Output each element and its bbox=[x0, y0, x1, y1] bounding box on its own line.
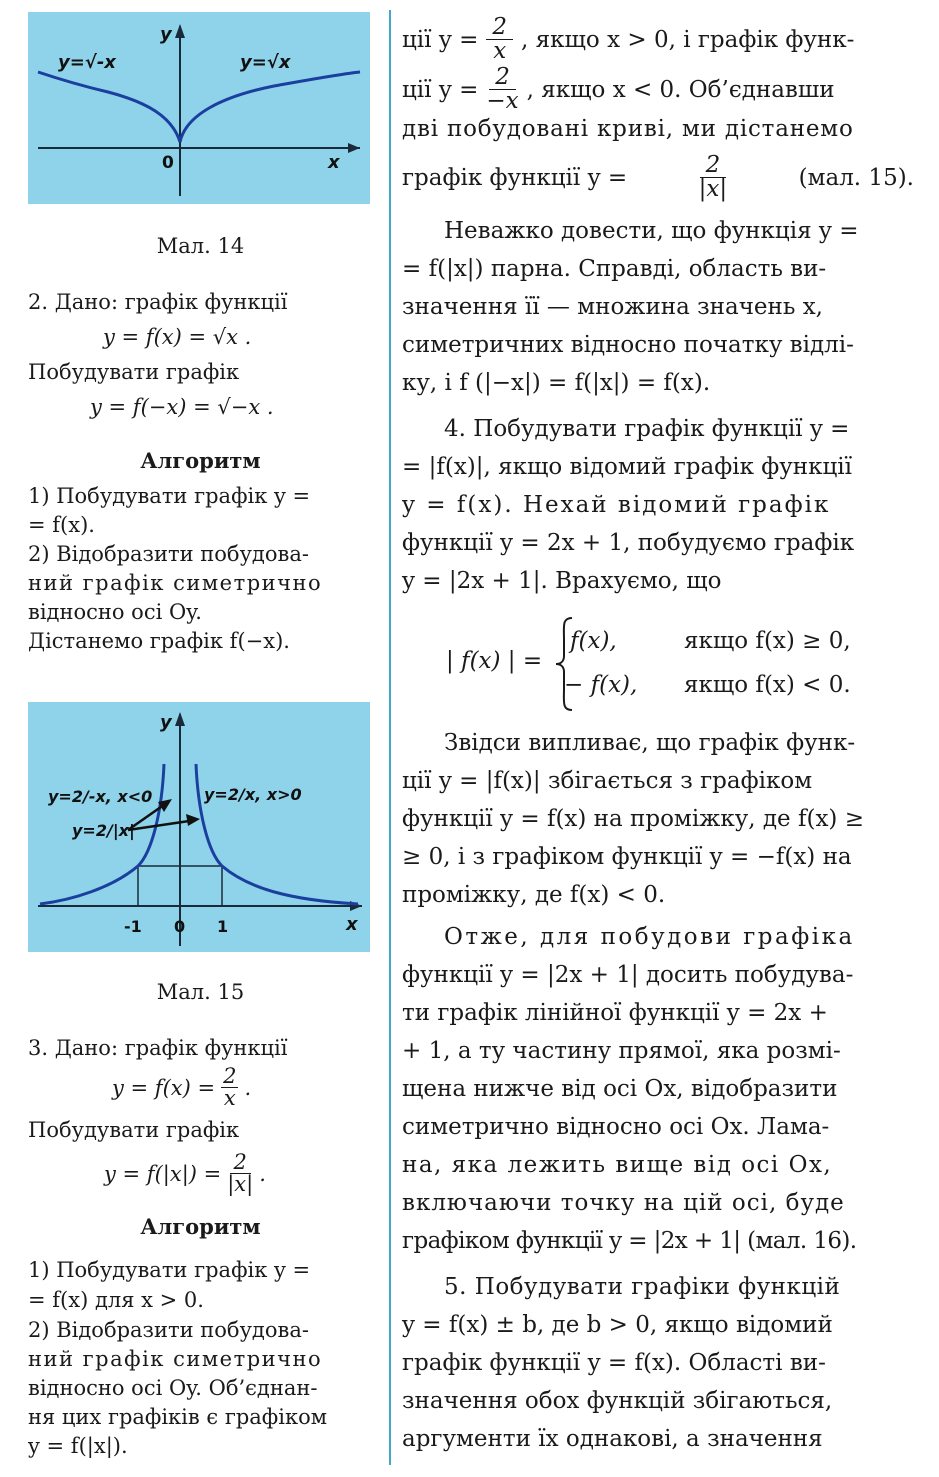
s3-step2d: ня цих графіків є графіком bbox=[28, 1405, 328, 1429]
s3-f1-pre: y = f(x) = bbox=[112, 1075, 216, 1100]
s2-algorithm-title: Алгоритм bbox=[140, 448, 261, 473]
x-axis-arrow bbox=[348, 143, 360, 153]
r-l4-den: |x| bbox=[698, 176, 728, 202]
s2-step1a: 1) Побудувати графік y = bbox=[28, 484, 311, 508]
tick-label-neg1: -1 bbox=[124, 917, 142, 936]
r-p3-l5: y = |2x + 1|. Врахуємо, що bbox=[402, 568, 722, 594]
r-p2-l2: = f(|x|) парна. Справді, область ви- bbox=[402, 256, 827, 282]
s2-step1b: = f(x). bbox=[28, 513, 95, 537]
s3-step2b: ний графік симетрично bbox=[28, 1347, 323, 1371]
r-l2-den: −x bbox=[486, 88, 519, 114]
label-sqrt-x: y=√x bbox=[240, 52, 291, 73]
figure-15-graph bbox=[28, 702, 370, 952]
column-divider bbox=[389, 10, 391, 1465]
origin-label: 0 bbox=[162, 153, 174, 173]
label-sqrt-neg-x: y=√-x bbox=[58, 52, 116, 73]
system-row2-expr: − f(x), bbox=[564, 672, 638, 698]
s2-heading: 2. Дано: графік функції bbox=[28, 290, 288, 314]
y-axis-label: y bbox=[160, 24, 172, 45]
s3-f1-post: . bbox=[244, 1075, 252, 1100]
y-axis-arrow bbox=[175, 24, 185, 38]
s2-build: Побудувати графік bbox=[28, 360, 240, 384]
r-l1-fraction bbox=[486, 16, 513, 63]
s3-algorithm-title: Алгоритм bbox=[140, 1214, 261, 1239]
label-2-over-abs-x: y=2/|x| bbox=[72, 821, 135, 840]
s2-formula-1: y = f(x) = √x . bbox=[103, 325, 252, 349]
curve-sqrt-neg-x bbox=[38, 72, 180, 142]
r-p5-l1: Отже, для побудови графіка bbox=[444, 924, 855, 950]
s3-step1b: = f(x) для x > 0. bbox=[28, 1288, 204, 1312]
r-p3-l2: = |f(x)|, якщо відомий графік функції bbox=[402, 454, 853, 480]
r-p6-l2: y = f(x) ± b, де b > 0, якщо відомий bbox=[402, 1312, 833, 1338]
right-column bbox=[402, 0, 914, 1477]
r-l4-pre: графік функції y = bbox=[402, 164, 628, 191]
pointer-arrowhead-right bbox=[186, 814, 200, 826]
r-p5-l8: включаючи точку на цій осі, буде bbox=[402, 1190, 845, 1216]
system-row1-expr: f(x), bbox=[570, 628, 617, 654]
r-l2-pre: ції y = bbox=[402, 76, 479, 103]
r-p4-l4: ≥ 0, і з графіком функції y = −f(x) на bbox=[402, 844, 852, 870]
s3-f1-fraction bbox=[221, 1066, 238, 1109]
r-p5-l7: на, яка лежить вище від осі Ox, bbox=[402, 1152, 833, 1178]
r-p5-l4: + 1, а ту частину прямої, яка розмі- bbox=[402, 1038, 841, 1064]
s3-f1-den: x bbox=[223, 1086, 236, 1110]
tick-label-0: 0 bbox=[174, 917, 186, 936]
s3-step2c: відносно осі Oy. Об’єднан- bbox=[28, 1376, 318, 1400]
r-p4-l1: Звідси випливає, що графік функ- bbox=[444, 730, 856, 756]
r-l1-pre: ції y = bbox=[402, 26, 479, 53]
r-p3-l1: 4. Побудувати графік функції y = bbox=[444, 416, 850, 442]
r-l1-den: x bbox=[493, 38, 507, 64]
r-p5-l9: графіком функції y = |2x + 1| (мал. 16). bbox=[402, 1228, 857, 1254]
figure-14-caption: Мал. 14 bbox=[156, 234, 245, 258]
r-p4-l2: ції y = |f(x)| збігається з графіком bbox=[402, 768, 813, 794]
r-p4-l5: проміжку, де f(x) < 0. bbox=[402, 882, 666, 908]
r-p3-l4: функції y = 2x + 1, побудуємо графік bbox=[402, 530, 855, 556]
r-l4-num: 2 bbox=[700, 154, 727, 178]
s3-build: Побудувати графік bbox=[28, 1118, 240, 1142]
r-l2-num: 2 bbox=[489, 66, 516, 90]
figure-14-graph bbox=[28, 12, 370, 204]
s3-f2-fraction bbox=[227, 1152, 253, 1195]
x-axis-label: x bbox=[346, 914, 358, 935]
r-p5-l6: симетрично відносно осі Ox. Лама- bbox=[402, 1114, 830, 1140]
r-p2-l3: значення її — множина значень x, bbox=[402, 294, 823, 320]
r-p2-l1: Неважко довести, що функція y = bbox=[444, 218, 859, 244]
r-p6-l1: 5. Побудувати графіки функцій bbox=[444, 1274, 841, 1300]
r-l4-post: (мал. 15). bbox=[798, 164, 914, 191]
r-p3-l3: y = f(x). Нехай відомий графік bbox=[402, 492, 831, 518]
figure-15-caption: Мал. 15 bbox=[156, 980, 245, 1004]
label-2-over-neg-x: y=2/-x, x<0 bbox=[48, 787, 153, 806]
r-p5-l2: функції y = |2x + 1| досить побудува- bbox=[402, 962, 854, 988]
tick-label-1: 1 bbox=[217, 917, 229, 936]
s2-formula-2: y = f(−x) = √−x . bbox=[90, 395, 274, 419]
r-l1-post: , якщо x > 0, і графік функ- bbox=[521, 26, 855, 53]
s3-heading: 3. Дано: графік функції bbox=[28, 1036, 288, 1060]
r-l4-fraction bbox=[699, 154, 727, 201]
s3-formula-1 bbox=[112, 1066, 251, 1109]
s2-step2c: відносно осі Oy. bbox=[28, 600, 202, 624]
system-row1-cond: якщо f(x) ≥ 0, bbox=[684, 628, 851, 654]
s3-f2-post: . bbox=[259, 1161, 266, 1186]
y-axis-arrow bbox=[175, 712, 185, 726]
s3-step1a: 1) Побудувати графік y = bbox=[28, 1258, 311, 1282]
r-line-2 bbox=[402, 66, 835, 113]
system-row2-cond: якщо f(x) < 0. bbox=[684, 672, 851, 698]
left-column bbox=[28, 0, 373, 1477]
r-line-4 bbox=[402, 154, 914, 201]
s3-f2-num: 2 bbox=[230, 1152, 251, 1174]
r-p6-l3: графік функції y = f(x). Області ви- bbox=[402, 1350, 826, 1376]
r-p4-l3: функції y = f(x) на проміжку, де f(x) ≥ bbox=[402, 806, 864, 832]
s3-formula-2 bbox=[104, 1152, 266, 1195]
label-2-over-x: y=2/x, x>0 bbox=[204, 785, 302, 804]
s2-step2b: ний графік симетрично bbox=[28, 571, 323, 595]
r-l2-post: , якщо x < 0. Об’єднавши bbox=[526, 76, 835, 103]
curve-sqrt-x bbox=[180, 72, 360, 142]
r-p5-l5: щена нижче від осі Ox, відобразити bbox=[402, 1076, 838, 1102]
s3-f2-den: |x| bbox=[227, 1172, 254, 1196]
s2-step2a: 2) Відобразити побудова- bbox=[28, 542, 309, 566]
r-line-1 bbox=[402, 16, 854, 63]
r-p6-l5: аргументи їх однакові, а значення bbox=[402, 1426, 823, 1452]
s2-result: Дістанемо графік f(−x). bbox=[28, 629, 290, 653]
system-lhs: | f(x) | = bbox=[446, 648, 543, 674]
figure-14 bbox=[28, 12, 370, 204]
y-axis-label: y bbox=[160, 712, 172, 733]
x-axis-label: x bbox=[328, 152, 340, 173]
s3-f2-pre: y = f(|x|) = bbox=[104, 1161, 222, 1186]
s3-step2e: y = f(|x|). bbox=[28, 1434, 128, 1458]
s3-f1-num: 2 bbox=[223, 1064, 237, 1088]
r-l2-fraction bbox=[486, 66, 518, 113]
r-p2-l5: ку, і f (|−x|) = f(|x|) = f(x). bbox=[402, 370, 711, 396]
r-p5-l3: ти графік лінійної функції y = 2x + bbox=[402, 1000, 828, 1026]
r-p2-l4: симетричних відносно початку відлі- bbox=[402, 332, 854, 358]
r-p6-l4: значення обох функцій збігаються, bbox=[402, 1388, 833, 1414]
r-l1-num: 2 bbox=[486, 16, 513, 40]
r-line-3: дві побудовані криві, ми дістанемо bbox=[402, 116, 854, 142]
s3-step2a: 2) Відобразити побудова- bbox=[28, 1318, 309, 1342]
figure-15 bbox=[28, 702, 370, 952]
